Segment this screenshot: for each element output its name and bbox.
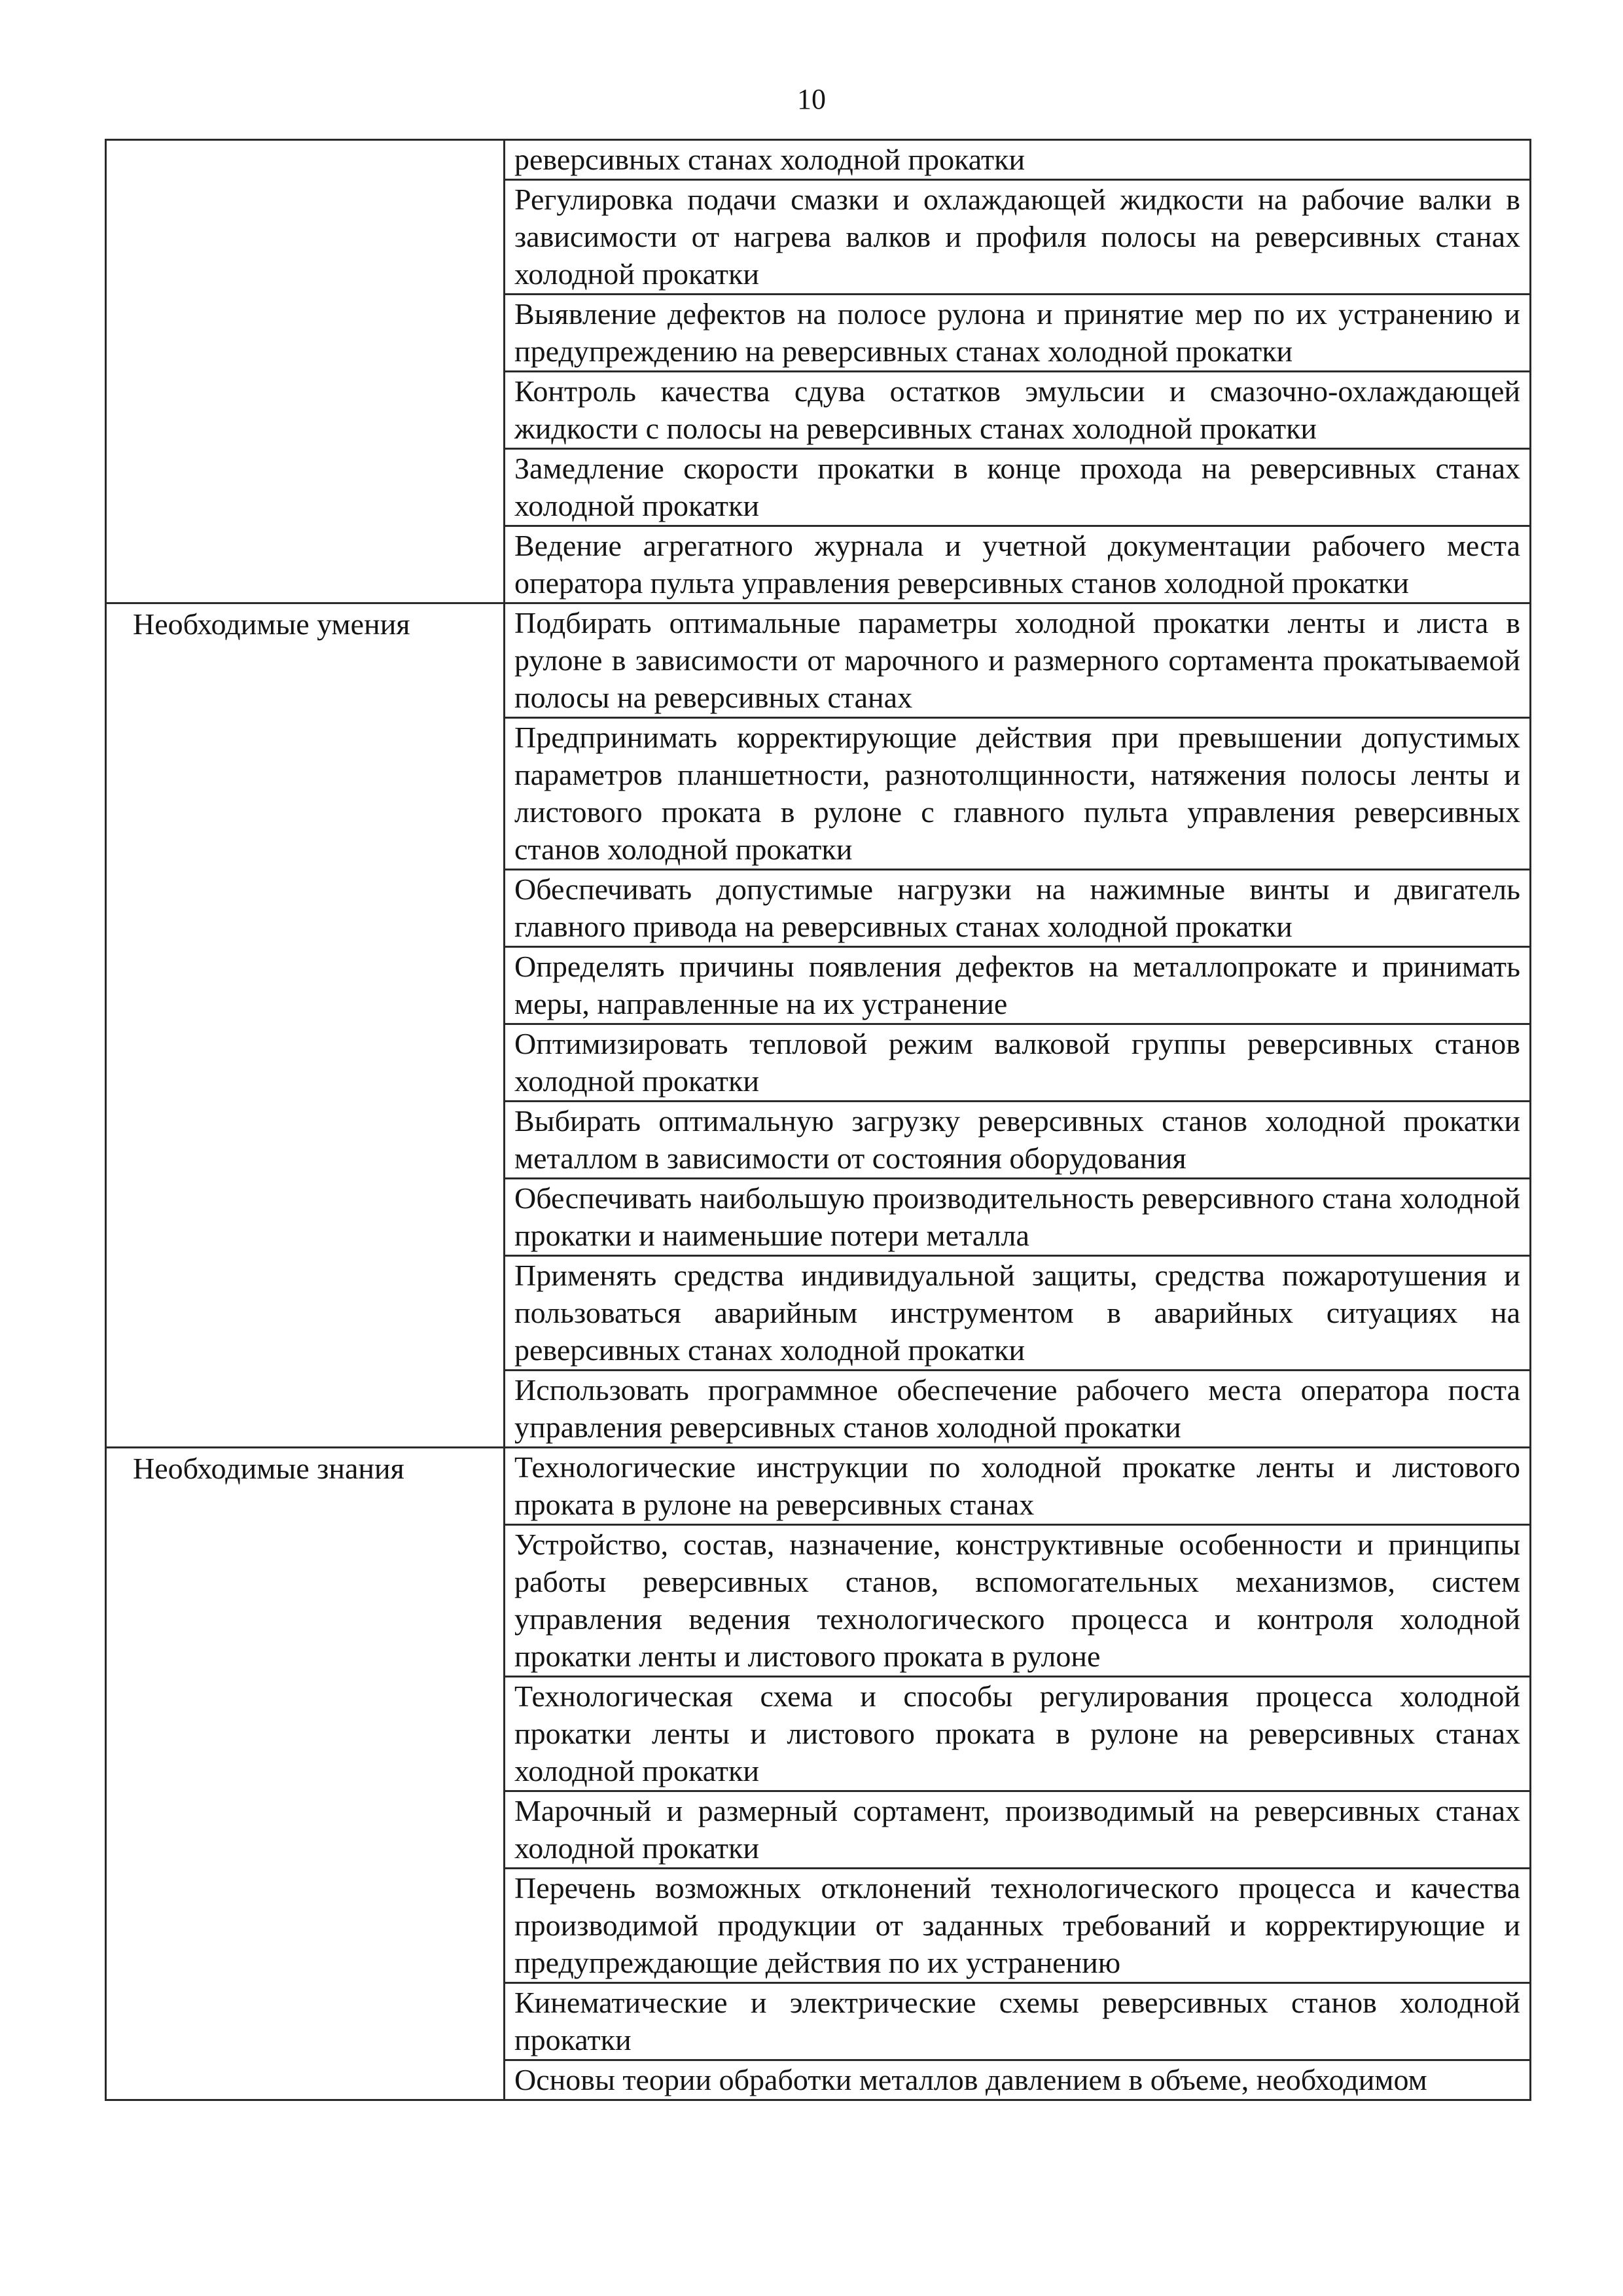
requirement-item: Определять причины появления дефектов на металлопрокате и принимать меры, направленные на их устранение: [505, 947, 1531, 1024]
table-row: [106, 1448, 1531, 1525]
requirement-item: Технологическая схема и способы регулирования процесса холодной прокатки ленты и листового проката в рулоне на реверсивных станах холодной прокатки: [505, 1677, 1531, 1791]
table-row: [106, 603, 1531, 718]
requirement-item: Технологические инструкции по холодной прокатке ленты и листового проката в рулоне на реверсивных станах: [505, 1448, 1531, 1525]
table-row: [106, 140, 1531, 180]
requirements-table: [105, 139, 1531, 2101]
requirement-item: Перечень возможных отклонений технологического процесса и качества производимой продукции от заданных требований и корректирующие и предупреждающие действия по их устранению: [505, 1869, 1531, 1983]
requirements-table-body: [106, 140, 1531, 2100]
requirement-item: Ведение агрегатного журнала и учетной документации рабочего места оператора пульта управления реверсивных станов холодной прокатки: [505, 526, 1531, 603]
requirement-item: реверсивных станах холодной прокатки: [505, 140, 1531, 180]
section-label: Необходимые умения: [106, 603, 505, 1448]
requirement-item: Кинематические и электрические схемы реверсивных станов холодной прокатки: [505, 1983, 1531, 2060]
requirement-item: Марочный и размерный сортамент, производимый на реверсивных станах холодной прокатки: [505, 1791, 1531, 1869]
requirement-item: Предпринимать корректирующие действия при превышении допустимых параметров планшетности, разнотолщинности, натяжения полосы ленты и листового проката в рулоне с главного пульта управления реверсивных станов холодной прокатки: [505, 718, 1531, 870]
requirement-item: Обеспечивать наибольшую производительность реверсивного стана холодной прокатки и наименьшие потери металла: [505, 1179, 1531, 1256]
requirement-item: Основы теории обработки металлов давлением в объеме, необходимом: [505, 2060, 1531, 2100]
requirement-item: Выявление дефектов на полосе рулона и принятие мер по их устранению и предупреждению на реверсивных станах холодной прокатки: [505, 295, 1531, 372]
requirement-item: Оптимизировать тепловой режим валковой группы реверсивных станов холодной прокатки: [505, 1024, 1531, 1102]
requirement-item: Обеспечивать допустимые нагрузки на нажимные винты и двигатель главного привода на реверсивных станах холодной прокатки: [505, 870, 1531, 947]
requirement-item: Устройство, состав, назначение, конструктивные особенности и принципы работы реверсивных станов, вспомогательных механизмов, систем управления ведения технологического процесса и контроля холодной прокатки ленты и листового проката в рулоне: [505, 1525, 1531, 1677]
requirement-item: Использовать программное обеспечение рабочего места оператора поста управления реверсивных станов холодной прокатки: [505, 1371, 1531, 1448]
requirement-item: Применять средства индивидуальной защиты, средства пожаротушения и пользоваться аварийным инструментом в аварийных ситуациях на реверсивных станах холодной прокатки: [505, 1256, 1531, 1371]
requirement-item: Регулировка подачи смазки и охлаждающей жидкости на рабочие валки в зависимости от нагрева валков и профиля полосы на реверсивных станах холодной прокатки: [505, 180, 1531, 295]
requirement-item: Выбирать оптимальную загрузку реверсивных станов холодной прокатки металлом в зависимости от состояния оборудования: [505, 1102, 1531, 1179]
page-number: 10: [797, 83, 826, 115]
section-label: [106, 140, 505, 603]
requirement-item: Контроль качества сдува остатков эмульсии и смазочно-охлаждающей жидкости с полосы на реверсивных станах холодной прокатки: [505, 372, 1531, 449]
section-label: Необходимые знания: [106, 1448, 505, 2100]
requirement-item: Замедление скорости прокатки в конце прохода на реверсивных станах холодной прокатки: [505, 449, 1531, 526]
requirement-item: Подбирать оптимальные параметры холодной прокатки ленты и листа в рулоне в зависимости от марочного и размерного сортамента прокатываемой полосы на реверсивных станах: [505, 603, 1531, 718]
